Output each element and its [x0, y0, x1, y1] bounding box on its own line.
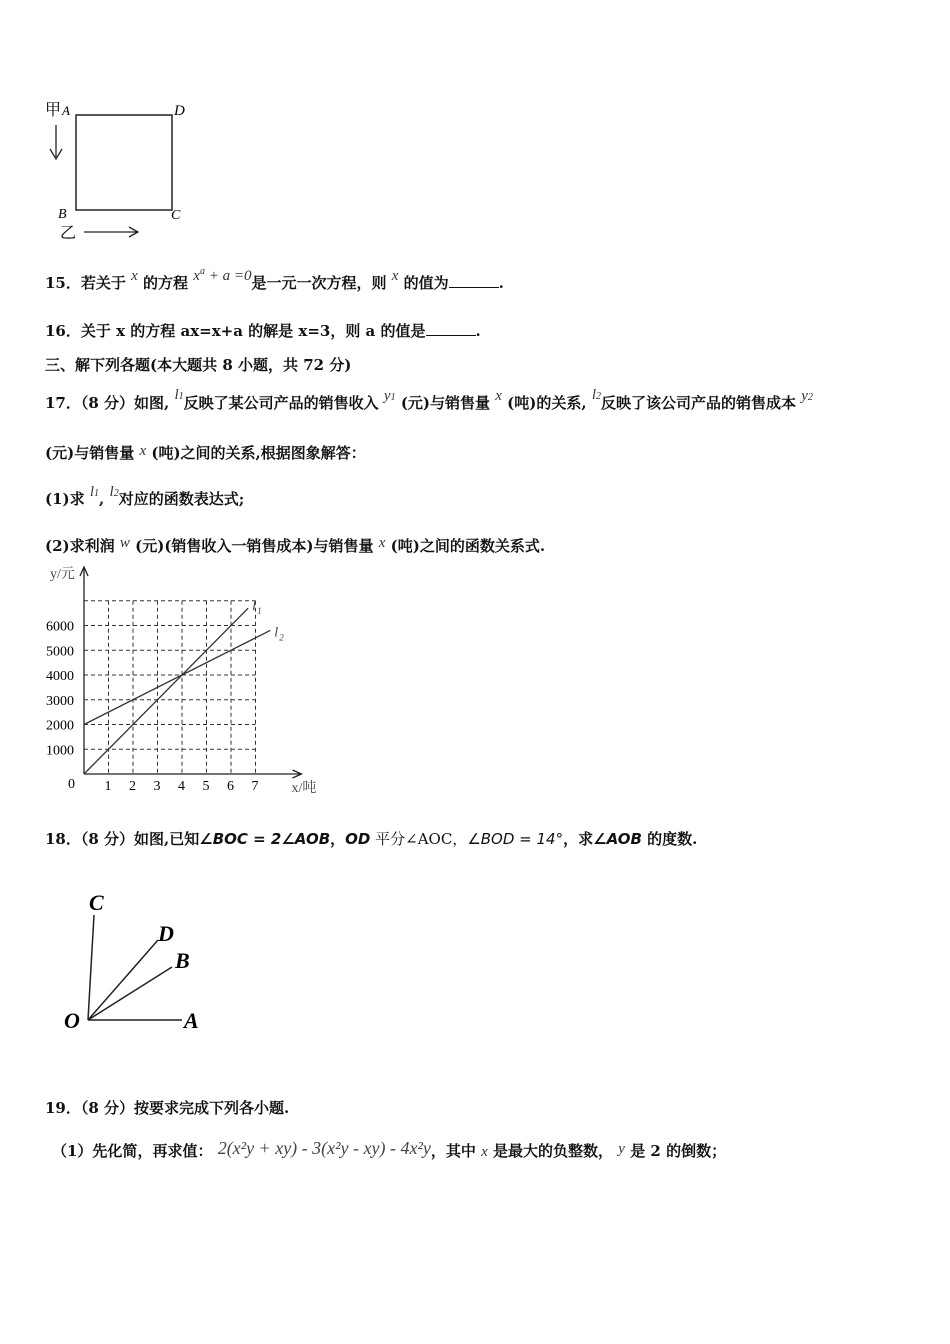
x-tick-label: 6 [227, 779, 234, 794]
x-tick-label: 5 [202, 779, 210, 794]
series-label-l2: l [274, 625, 279, 641]
question-17-part2: (2)求利润 w (元)(销售收入一销售成本)与销售量 x (吨)之间的函数关系式. [45, 535, 546, 555]
series-label-sub-l1: 1 [257, 606, 262, 617]
question-19-part1: （1）先化简，再求值： 2(x²y + xy) - 3(x²y - xy) - 4x²y，其中 x 是最大的负整数， y 是 2 的倒数； [52, 1138, 727, 1160]
x-tick-label: 7 [251, 779, 259, 794]
label-jia: 甲 [45, 102, 62, 119]
series-line-l1 [84, 608, 248, 774]
question-19: 19．（8 分）按要求完成下列各小题. [45, 1099, 290, 1117]
y-tick-label: 1000 [46, 743, 74, 759]
label-d: D [158, 921, 174, 946]
series-line-l2 [84, 630, 270, 724]
label-o: O [64, 1008, 80, 1033]
question-15: 15．若关于 x 的方程 $x^a + a =0$是一元一次方程，则 x 的值为 . [45, 266, 504, 292]
angle-figure [60, 885, 220, 1040]
y-axis-label: y/元 [50, 567, 75, 582]
label-d: D [174, 103, 185, 119]
series-label-l1: l [252, 599, 257, 615]
square-figure [40, 95, 200, 245]
x-axis-label: x/吨 [291, 781, 317, 796]
sales-chart [40, 560, 340, 800]
question-17: 17．（8 分）如图, l1反映了某公司产品的销售收入 y1 (元)与销售量 x (吨)的关系, l2反映了该公司产品的销售成本 y2 [45, 387, 813, 412]
y-tick-label: 2000 [46, 718, 74, 734]
question-17-line2: (元)与销售量 x (吨)之间的关系,根据图象解答： [45, 443, 366, 462]
section-3-heading: 三、解下列各题(本大题共 8 小题，共 72 分) [45, 356, 352, 374]
y-tick-label: 5000 [46, 644, 74, 660]
origin-label: 0 [68, 777, 75, 792]
label-c: C [89, 890, 104, 915]
x-tick-label: 3 [153, 779, 161, 794]
series-label-sub-l2: 2 [279, 632, 284, 643]
question-16: 16．关于 x 的方程 ax=x+a 的解是 x=3，则 a 的值是 . [45, 322, 481, 340]
question-17-part1: (1)求 l1, l2对应的函数表达式; [45, 484, 245, 508]
x-tick-label: 4 [178, 779, 185, 794]
label-a: A [62, 103, 70, 118]
label-c: C [171, 208, 181, 223]
label-b: B [58, 207, 67, 222]
ray-od [88, 940, 158, 1020]
label-b: B [175, 948, 190, 973]
y-tick-label: 3000 [46, 693, 74, 709]
x-tick-label: 2 [129, 779, 136, 794]
y-tick-label: 4000 [46, 669, 74, 684]
formula: 2(x²y + xy) - 3(x²y - xy) - 4x²y [217, 1138, 431, 1158]
label-yi: 乙 [60, 225, 77, 242]
label-a: A [184, 1008, 199, 1033]
ray-ob [88, 967, 172, 1020]
question-18: 18．（8 分）如图,已知∠BOC = 2∠AOB，OD 平分∠AOC，∠BOD = 14°，求∠AOB 的度数. [45, 830, 698, 848]
answer-blank-15 [449, 275, 499, 288]
answer-blank-16 [426, 323, 476, 336]
y-tick-label: 6000 [46, 619, 74, 635]
x-tick-label: 1 [104, 779, 112, 794]
ray-oc [88, 915, 94, 1020]
square [76, 115, 172, 210]
